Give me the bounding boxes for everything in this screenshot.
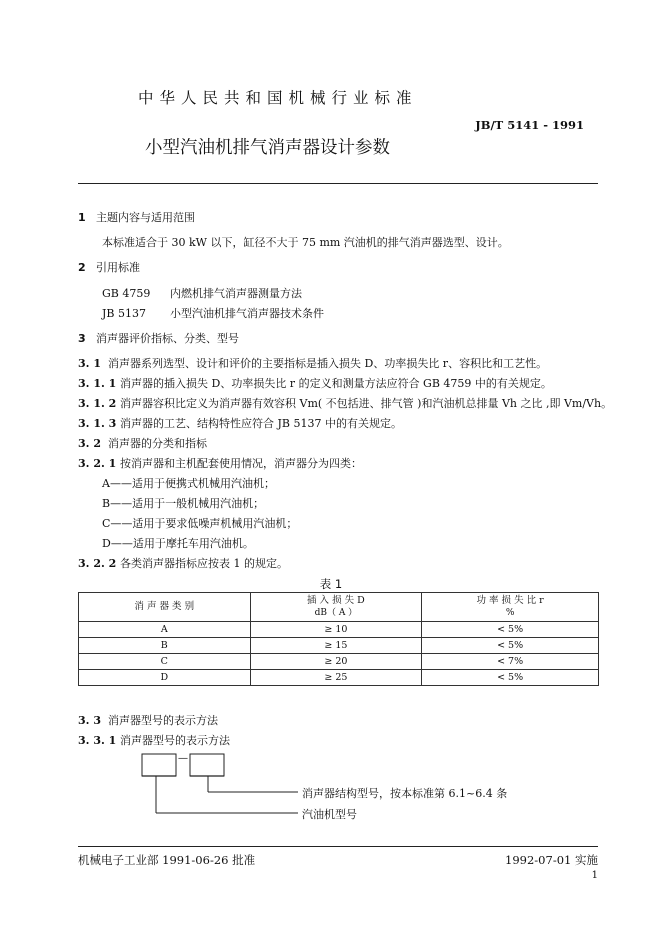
page-number: 1 (591, 870, 598, 881)
reference-item: GB 4759 内燃机排气消声器测量方法 (102, 287, 302, 300)
issuing-organization: 中华人民共和国机械行业标准 (138, 89, 418, 107)
document-title: 小型汽油机排气消声器设计参数 (145, 138, 390, 158)
section-1-heading: 1 主题内容与适用范围 (78, 211, 195, 224)
table-row: B ≥ 15 < 5% (79, 638, 599, 654)
table-row: A ≥ 10 < 5% (79, 622, 599, 638)
standard-code: JB/T 5141 - 1991 (475, 118, 584, 132)
clause-3-1-1: 3. 1. 1 消声器的插入损失 D、功率损失比 r 的定义和测量方法应符合 GB 4759 中的有关规定。 (78, 377, 552, 390)
diagram-separator: — (178, 753, 188, 764)
table-header-row (79, 593, 599, 622)
clause-3-2: 3. 2 消声器的分类和指标 (78, 437, 207, 450)
label-structure-model: 消声器结构型号，按本标准第 6.1~6.4 条 (302, 787, 508, 800)
header-power-loss: 功 率 损 失 比 r % (422, 593, 599, 622)
clause-3-3-1: 3. 3. 1 消声器型号的表示方法 (78, 734, 230, 747)
spec-table (78, 592, 599, 686)
category-item: D——适用于摩托车用汽油机。 (102, 537, 254, 550)
clause-3-2-2: 3. 2. 2 各类消声器指标应按表 1 的规定。 (78, 557, 288, 570)
category-item: C——适用于要求低噪声机械用汽油机； (102, 517, 298, 530)
clause-3-2-1: 3. 2. 1 按消声器和主机配套使用情况，消声器分为四类： (78, 457, 362, 470)
reference-item: JB 5137 小型汽油机排气消声器技术条件 (102, 307, 324, 320)
section-2-heading: 2 引用标准 (78, 261, 140, 274)
header-insertion-loss: 插 入 损 失 D dB（ A ） (250, 593, 422, 622)
clause-3-3: 3. 3 消声器型号的表示方法 (78, 714, 218, 727)
implementation-date: 1992-07-01 实施 (505, 853, 598, 867)
table-row: C ≥ 20 < 7% (79, 654, 599, 670)
table-caption: 表 1 (319, 577, 343, 591)
clause-3-1: 3. 1 消声器系列选型、设计和评价的主要指标是插入损失 D、功率损失比 r、容积比和工艺性。 (78, 357, 548, 370)
clause-3-1-2: 3. 1. 2 消声器容积比定义为消声器有效容积 Vm( 不包括进、排气管 )和汽油机总排量 Vh 之比 ,即 Vm/Vh。 (78, 397, 613, 410)
category-item: A——适用于便携式机械用汽油机； (102, 477, 275, 490)
clause-3-1-3: 3. 1. 3 消声器的工艺、结构特性应符合 JB 5137 中的有关规定。 (78, 417, 402, 430)
footer-divider (78, 846, 598, 847)
header-divider (78, 183, 598, 184)
section-1-body: 本标准适合于 30 kW 以下，缸径不大于 75 mm 汽油机的排气消声器选型、设计。 (102, 236, 509, 249)
header-category: 消 声 器 类 别 (79, 593, 251, 622)
section-3-heading: 3 消声器评价指标、分类、型号 (78, 332, 239, 345)
table-row: D ≥ 25 < 5% (79, 670, 599, 686)
label-engine-model: 汽油机型号 (302, 808, 357, 821)
approval-statement: 机械电子工业部 1991-06-26 批准 (78, 853, 256, 867)
category-item: B——适用于一般机械用汽油机； (102, 497, 265, 510)
